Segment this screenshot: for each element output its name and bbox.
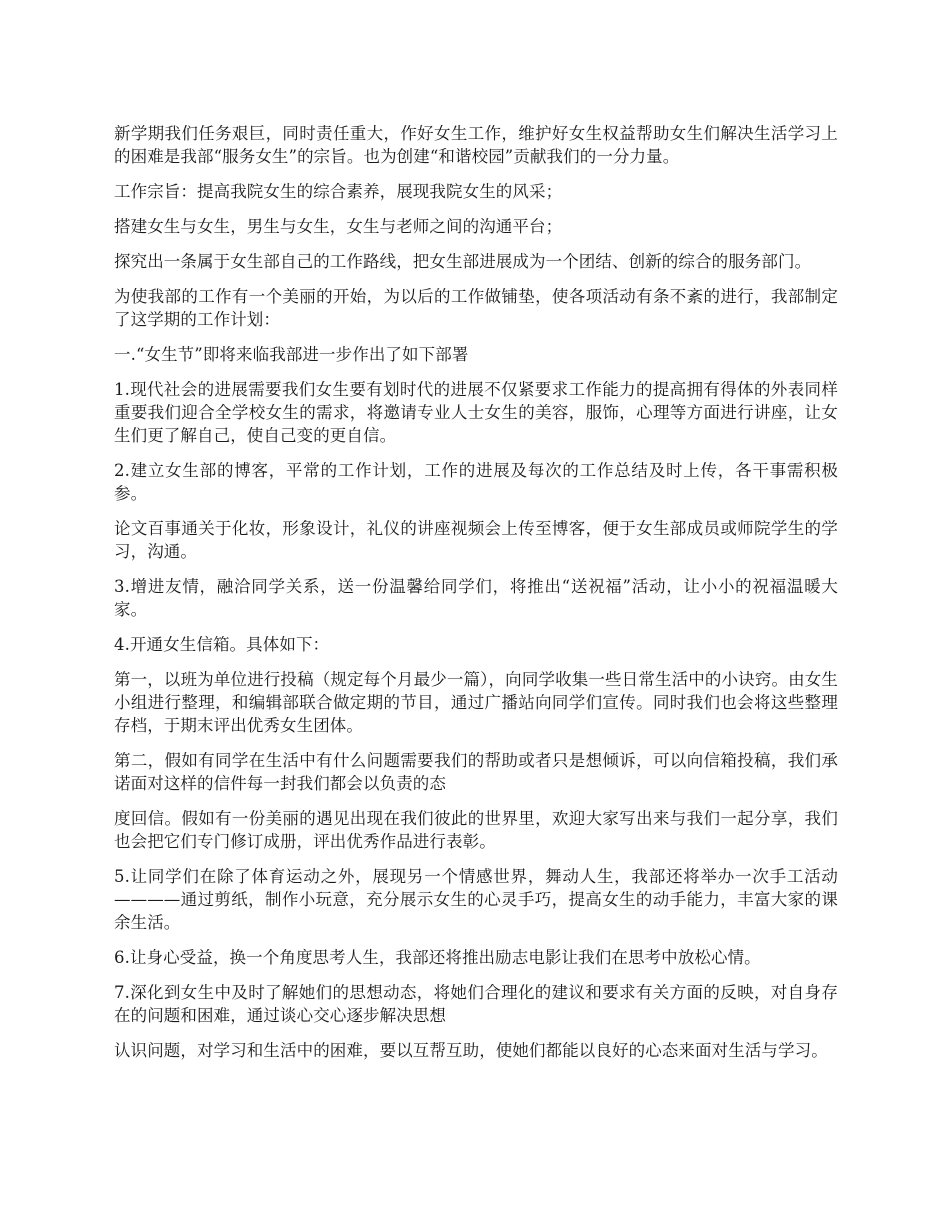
paragraph-platform: 搭建女生与女生，男生与女生，女生与老师之间的沟通平台； <box>114 217 563 236</box>
paragraph-blog: 论文百事通关于化妆，形象设计，礼仪的讲座视频会上传至博客，便于女生部成员或师院学生的学习，沟通。 <box>114 519 838 561</box>
paragraph-first: 第一，以班为单位进行投稿（规定每个月最少一篇），向同学收集一些日常生活中的小诀窍。由女生小组进行整理，和编辑部联合做定期的节目，通过广播站向同学们宣传。同时我们也会将这些整理存档，于期末评出优秀女生团体。 <box>114 670 838 735</box>
paragraph-item-3: 3.增进友情，融洽同学关系，送一份温馨给同学们，将推出“送祝福”活动，让小小的祝福温暖大家。 <box>114 577 838 619</box>
paragraph-plan-intro: 为使我部的工作有一个美丽的开始，为以后的工作做铺垫，使各项活动有条不紊的进行，我部制定了这学期的工作计划： <box>114 287 838 329</box>
paragraph-purpose: 工作宗旨：提高我院女生的综合素养，展现我院女生的风采； <box>114 182 563 201</box>
paragraph-item-4: 4.开通女生信箱。具体如下： <box>114 635 330 654</box>
paragraph-item-5: 5.让同学们在除了体育运动之外，展现另一个情感世界，舞动人生，我部还将举办一次手工活动————通过剪纸，制作小玩意，充分展示女生的心灵手巧，提高女生的动手能力，丰富大家的课余生活。 <box>114 867 838 932</box>
paragraph-item-1: 1.现代社会的进展需要我们女生要有划时代的进展不仅紧要求工作能力的提高拥有得体的外表同样重要我们迎合全学校女生的需求，将邀请专业人士女生的美容，服饰，心理等方面进行讲座，让女生们更了解自己，使自己变的更自信。 <box>114 380 838 445</box>
paragraph-item-7-cont: 认识问题，对学习和生活中的困难，要以互帮互助，使她们都能以良好的心态来面对生活与学习。 <box>114 1041 828 1060</box>
paragraph-second-cont: 度回信。假如有一份美丽的遇见出现在我们彼此的世界里，欢迎大家写出来与我们一起分享，我们也会把它们专门修订成册，评出优秀作品进行表彰。 <box>114 809 838 851</box>
paragraph-intro: 新学期我们任务艰巨，同时责任重大，作好女生工作，维护好女生权益帮助女生们解决生活学习上的困难是我部“服务女生”的宗旨。也为创建“和谐校园”贡献我们的一分力量。 <box>114 124 838 166</box>
paragraph-second: 第二，假如有同学在生活中有什么问题需要我们的帮助或者只是想倾诉，可以向信箱投稿，我们承诺面对这样的信件每一封我们都会以负责的态 <box>114 751 838 793</box>
paragraph-route: 探究出一条属于女生部自己的工作路线，把女生部进展成为一个团结、创新的综合的服务部门。 <box>114 252 812 271</box>
paragraph-item-6: 6.让身心受益，换一个角度思考人生，我部还将推出励志电影让我们在思考中放松心情。 <box>114 948 761 967</box>
paragraph-item-2: 2.建立女生部的博客，平常的工作计划，工作的进展及每次的工作总结及时上传，各干事需积极参。 <box>114 461 838 503</box>
paragraph-item-7: 7.深化到女生中及时了解她们的思想动态，将她们合理化的建议和要求有关方面的反映，对自身存在的问题和困难，通过谈心交心逐步解决思想 <box>114 983 838 1025</box>
paragraph-section-one: 一.“女生节”即将来临我部进一步作出了如下部署 <box>114 345 469 364</box>
